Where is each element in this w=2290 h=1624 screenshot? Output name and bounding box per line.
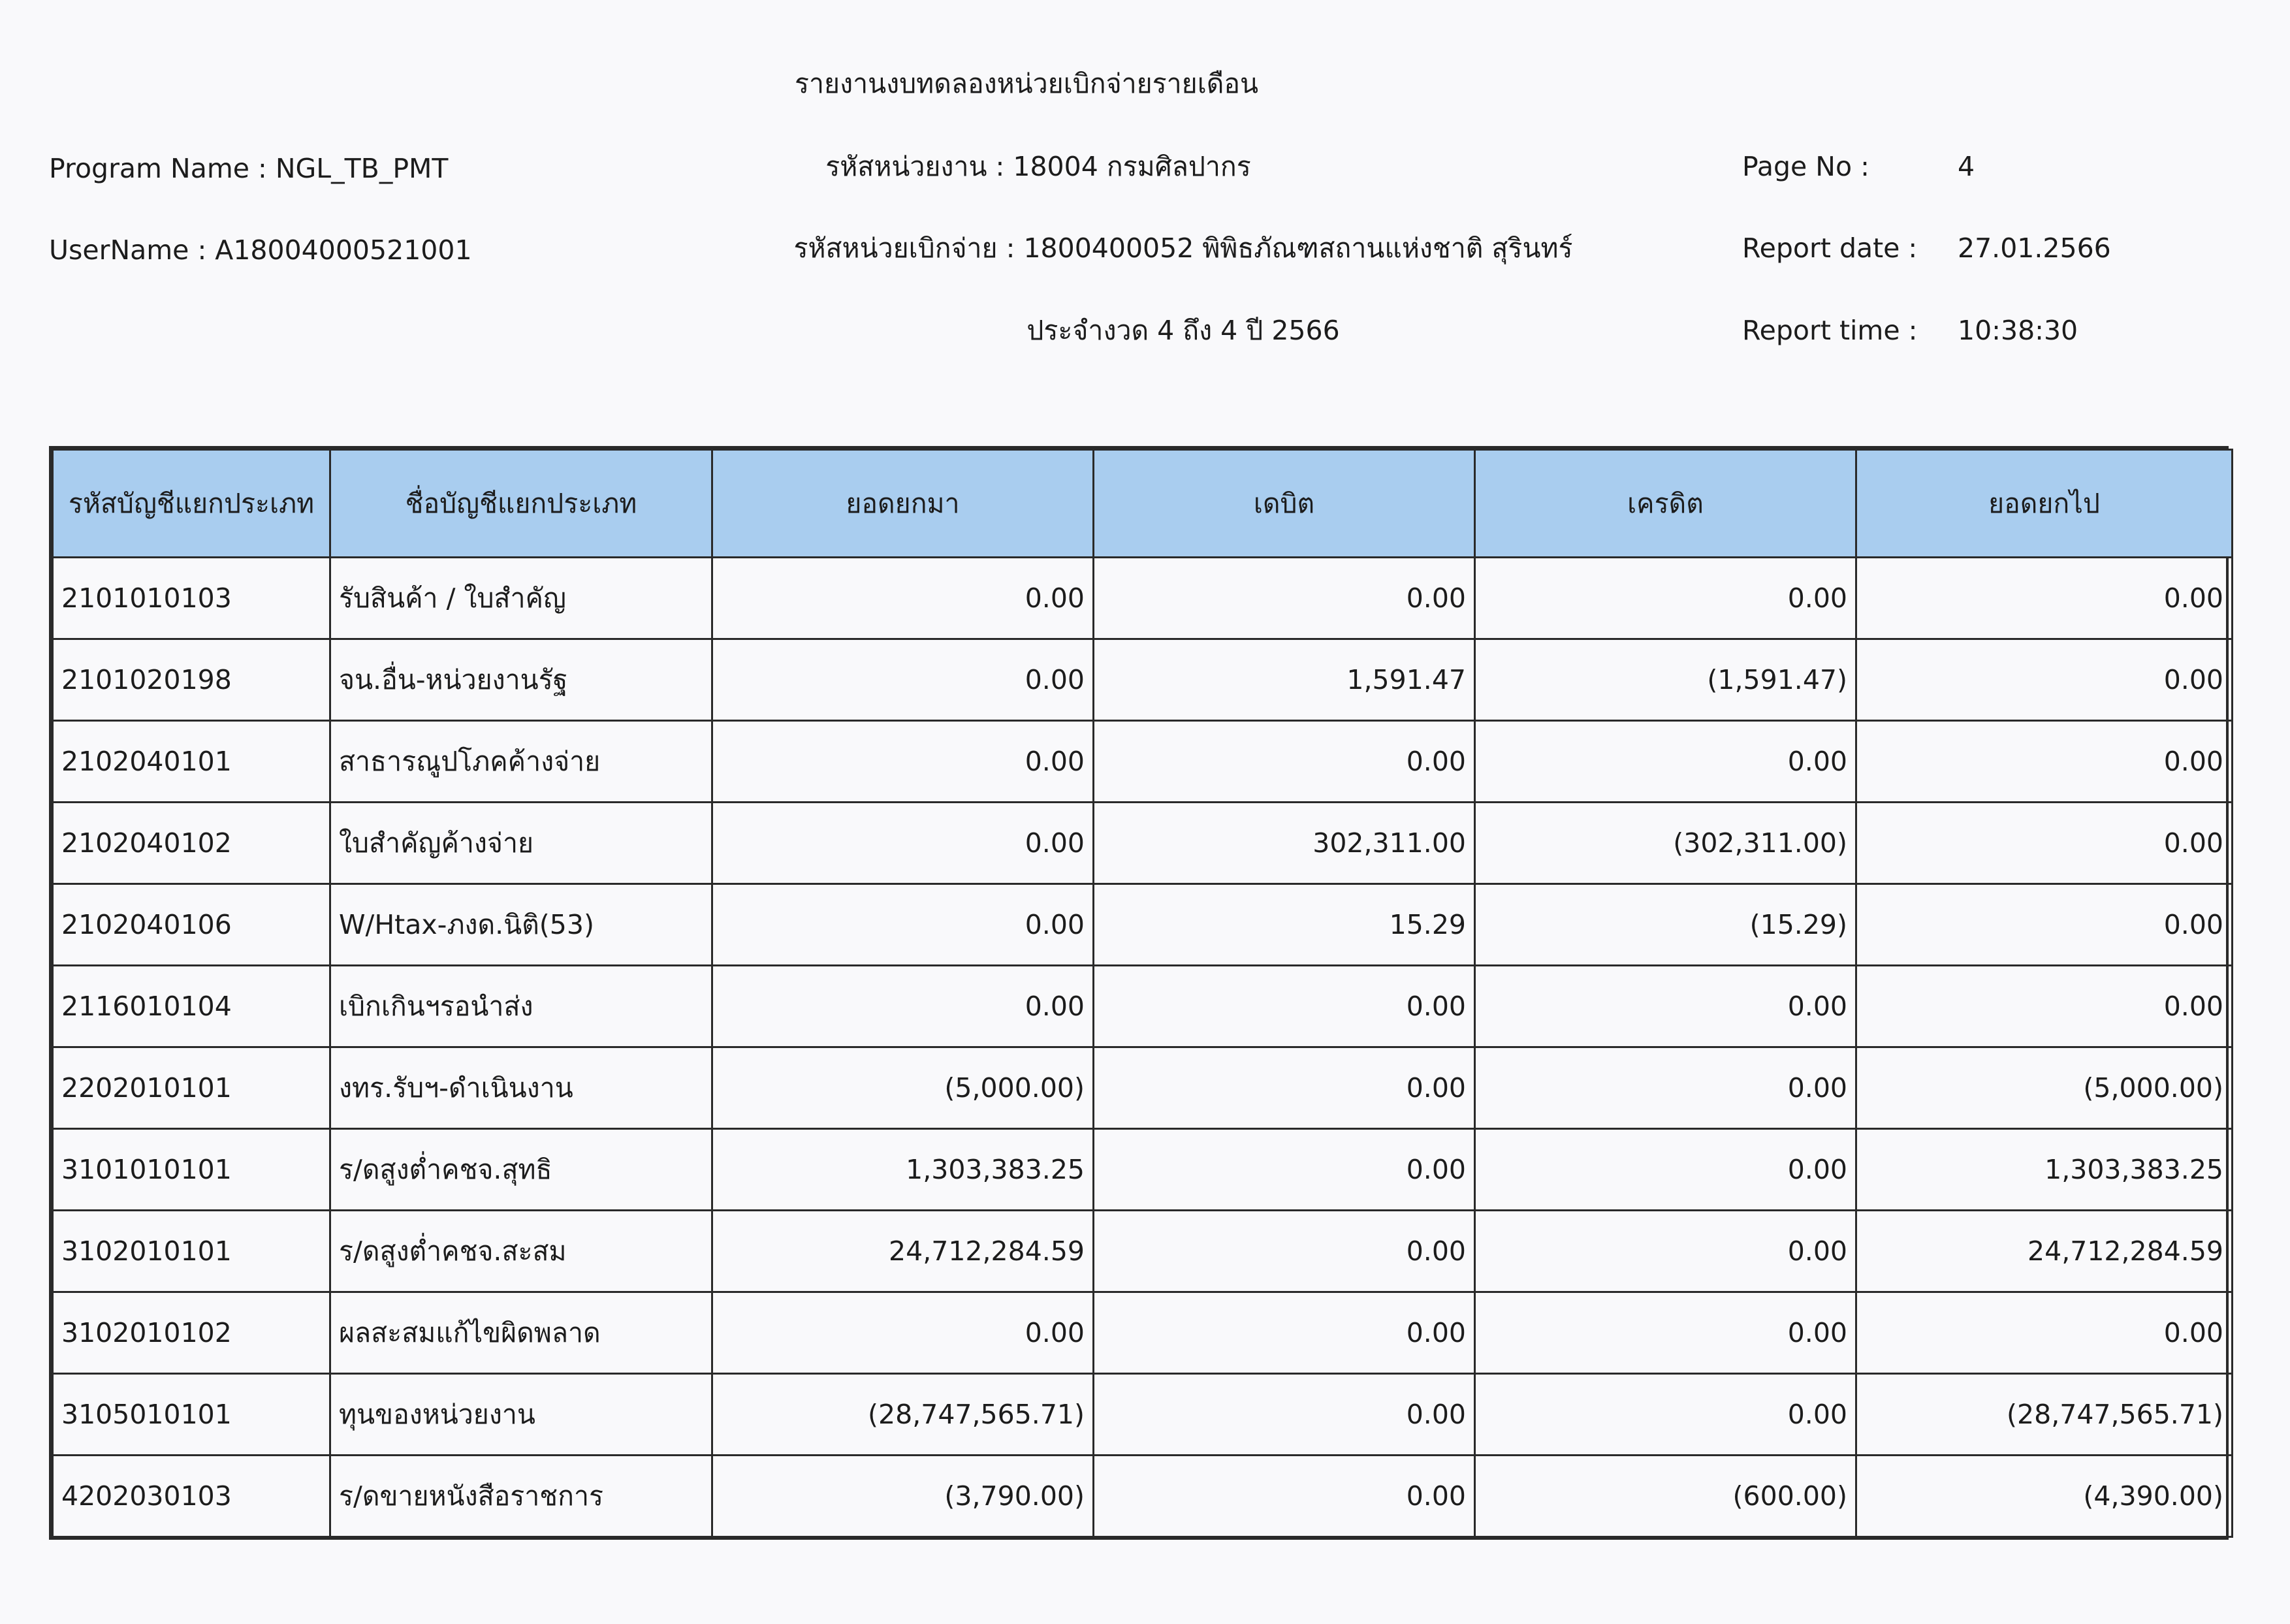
cell-account-name: W/Htax-ภงด.นิติ(53) xyxy=(330,884,712,966)
header-credit: เครดิต xyxy=(1475,450,1856,558)
cell-closing-balance: 0.00 xyxy=(1856,803,2233,884)
user-name: UserName : A18004000521001 xyxy=(49,234,472,266)
cell-credit: 0.00 xyxy=(1475,1211,1856,1292)
table-row xyxy=(53,1374,2233,1456)
cell-credit: 0.00 xyxy=(1475,1292,1856,1374)
cell-debit: 0.00 xyxy=(1094,721,1475,803)
cell-opening-balance: (28,747,565.71) xyxy=(712,1374,1094,1456)
cell-account-code: 2102040102 xyxy=(53,803,330,884)
cell-debit: 0.00 xyxy=(1094,1374,1475,1456)
cell-opening-balance: 0.00 xyxy=(712,721,1094,803)
cell-debit: 15.29 xyxy=(1094,884,1475,966)
cell-opening-balance: 0.00 xyxy=(712,966,1094,1047)
cell-account-name: ร/ดขายหนังสือราชการ xyxy=(330,1456,712,1537)
cell-opening-balance: 24,712,284.59 xyxy=(712,1211,1094,1292)
cell-account-name: ทุนของหน่วยงาน xyxy=(330,1374,712,1456)
cell-account-code: 3102010101 xyxy=(53,1211,330,1292)
cell-closing-balance: 0.00 xyxy=(1856,884,2233,966)
cell-debit: 0.00 xyxy=(1094,966,1475,1047)
page-no-value: 4 xyxy=(1958,151,1975,182)
cell-closing-balance: 0.00 xyxy=(1856,1292,2233,1374)
report-date-value: 27.01.2566 xyxy=(1958,232,2111,264)
cell-opening-balance: 1,303,383.25 xyxy=(712,1129,1094,1211)
cell-account-name: เบิกเกินฯรอนำส่ง xyxy=(330,966,712,1047)
cell-opening-balance: (3,790.00) xyxy=(712,1456,1094,1537)
cell-account-code: 2202010101 xyxy=(53,1047,330,1129)
cell-credit: (1,591.47) xyxy=(1475,639,1856,721)
cell-closing-balance: 0.00 xyxy=(1856,639,2233,721)
header-opening-balance: ยอดยกมา xyxy=(712,450,1094,558)
trial-balance-table xyxy=(52,449,2233,1538)
table-row xyxy=(53,1292,2233,1374)
cell-opening-balance: 0.00 xyxy=(712,1292,1094,1374)
cell-closing-balance: 24,712,284.59 xyxy=(1856,1211,2233,1292)
cell-closing-balance: (5,000.00) xyxy=(1856,1047,2233,1129)
header-closing-balance: ยอดยกไป xyxy=(1856,450,2233,558)
agency-code: รหัสหน่วยงาน : 18004 กรมศิลปากร xyxy=(825,151,1251,182)
table-row xyxy=(53,1456,2233,1537)
table-row xyxy=(53,721,2233,803)
cell-closing-balance: 0.00 xyxy=(1856,966,2233,1047)
cell-opening-balance: 0.00 xyxy=(712,803,1094,884)
cell-credit: 0.00 xyxy=(1475,1047,1856,1129)
table-row xyxy=(53,1047,2233,1129)
table-row xyxy=(53,639,2233,721)
table-row xyxy=(53,884,2233,966)
cell-debit: 1,591.47 xyxy=(1094,639,1475,721)
report-title: รายงานงบทดลองหน่วยเบิกจ่ายรายเดือน xyxy=(795,68,1258,99)
cell-account-code: 2102040106 xyxy=(53,884,330,966)
report-date-label: Report date : xyxy=(1742,232,1918,264)
cell-account-code: 2101010103 xyxy=(53,558,330,639)
cell-opening-balance: 0.00 xyxy=(712,639,1094,721)
cell-account-name: ร/ดสูงต่ำคชจ.สะสม xyxy=(330,1211,712,1292)
cell-account-name: สาธารณูปโภคค้างจ่าย xyxy=(330,721,712,803)
cell-credit: 0.00 xyxy=(1475,558,1856,639)
cell-closing-balance: 0.00 xyxy=(1856,558,2233,639)
disbursing-unit: รหัสหน่วยเบิกจ่าย : 1800400052 พิพิธภัณฑสถานแห่งชาติ สุรินทร์ xyxy=(793,232,1573,264)
cell-account-name: งทร.รับฯ-ดำเนินงาน xyxy=(330,1047,712,1129)
cell-debit: 0.00 xyxy=(1094,1211,1475,1292)
table-row xyxy=(53,966,2233,1047)
table-row xyxy=(53,558,2233,639)
cell-closing-balance: (28,747,565.71) xyxy=(1856,1374,2233,1456)
cell-closing-balance: 0.00 xyxy=(1856,721,2233,803)
cell-closing-balance: (4,390.00) xyxy=(1856,1456,2233,1537)
cell-account-code: 2102040101 xyxy=(53,721,330,803)
cell-account-name: จน.อื่น-หน่วยงานรัฐ xyxy=(330,639,712,721)
report-period: ประจำงวด 4 ถึง 4 ปี 2566 xyxy=(1026,315,1340,346)
cell-credit: 0.00 xyxy=(1475,1374,1856,1456)
table-row xyxy=(53,803,2233,884)
cell-credit: (600.00) xyxy=(1475,1456,1856,1537)
table-row xyxy=(53,1129,2233,1211)
page-no-label: Page No : xyxy=(1742,151,1869,182)
cell-debit: 0.00 xyxy=(1094,558,1475,639)
report-time-label: Report time : xyxy=(1742,315,1918,346)
cell-opening-balance: 0.00 xyxy=(712,558,1094,639)
report-time-value: 10:38:30 xyxy=(1958,315,2078,346)
cell-account-name: ผลสะสมแก้ไขผิดพลาด xyxy=(330,1292,712,1374)
cell-account-name: รับสินค้า / ใบสำคัญ xyxy=(330,558,712,639)
cell-debit: 0.00 xyxy=(1094,1456,1475,1537)
cell-debit: 0.00 xyxy=(1094,1047,1475,1129)
header-account-name: ชื่อบัญชีแยกประเภท xyxy=(330,450,712,558)
cell-account-name: ร/ดสูงต่ำคชจ.สุทธิ xyxy=(330,1129,712,1211)
header-debit: เดบิต xyxy=(1094,450,1475,558)
program-name: Program Name : NGL_TB_PMT xyxy=(49,153,449,184)
trial-balance-table-container xyxy=(49,446,2229,1540)
cell-credit: (302,311.00) xyxy=(1475,803,1856,884)
cell-account-code: 3102010102 xyxy=(53,1292,330,1374)
cell-account-code: 2116010104 xyxy=(53,966,330,1047)
cell-debit: 0.00 xyxy=(1094,1129,1475,1211)
cell-account-name: ใบสำคัญค้างจ่าย xyxy=(330,803,712,884)
cell-credit: 0.00 xyxy=(1475,966,1856,1047)
cell-credit: 0.00 xyxy=(1475,721,1856,803)
cell-opening-balance: (5,000.00) xyxy=(712,1047,1094,1129)
cell-account-code: 2101020198 xyxy=(53,639,330,721)
cell-account-code: 4202030103 xyxy=(53,1456,330,1537)
table-header-row xyxy=(53,450,2233,558)
header-account-code: รหัสบัญชีแยกประเภท xyxy=(53,450,330,558)
cell-account-code: 3105010101 xyxy=(53,1374,330,1456)
cell-credit: 0.00 xyxy=(1475,1129,1856,1211)
cell-debit: 302,311.00 xyxy=(1094,803,1475,884)
cell-opening-balance: 0.00 xyxy=(712,884,1094,966)
table-row xyxy=(53,1211,2233,1292)
cell-credit: (15.29) xyxy=(1475,884,1856,966)
cell-closing-balance: 1,303,383.25 xyxy=(1856,1129,2233,1211)
cell-debit: 0.00 xyxy=(1094,1292,1475,1374)
cell-account-code: 3101010101 xyxy=(53,1129,330,1211)
